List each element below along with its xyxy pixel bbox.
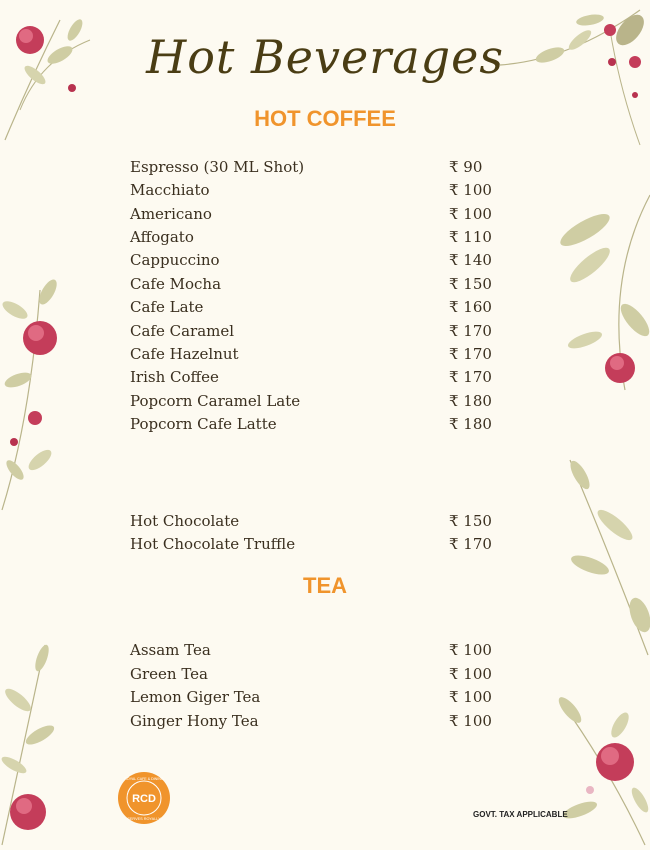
floral-decoration-right-middle (555, 190, 650, 400)
menu-item (130, 228, 510, 250)
item-price: ₹ 100 (449, 688, 492, 706)
menu-item (130, 158, 510, 180)
menu-item (130, 205, 510, 227)
item-name: Cafe Mocha (130, 275, 222, 293)
menu-item (130, 345, 510, 367)
item-name: Macchiato (130, 181, 210, 199)
item-name: Cafe Late (130, 298, 204, 316)
item-name: Cafe Hazelnut (130, 345, 239, 363)
item-name: Lemon Giger Tea (130, 688, 261, 706)
item-name: Hot Chocolate Truffle (130, 535, 296, 553)
item-name: Espresso (30 ML Shot) (130, 158, 305, 176)
item-name: Green Tea (130, 665, 208, 683)
item-price: ₹ 100 (449, 205, 492, 223)
menu-item (130, 322, 510, 344)
page-title: Hot Beverages (146, 30, 504, 84)
menu-item (130, 298, 510, 320)
section-heading-hot-coffee: HOT COFFEE (254, 106, 396, 131)
item-price: ₹ 170 (449, 322, 492, 340)
section-heading-tea: TEA (303, 573, 347, 598)
item-price: ₹ 100 (449, 665, 492, 683)
item-price: ₹ 160 (449, 298, 492, 316)
item-price: ₹ 170 (449, 535, 492, 553)
item-name: Hot Chocolate (130, 512, 240, 530)
item-price: ₹ 180 (449, 415, 492, 433)
logo-ring-top: ROYAL CAFE & DINING (124, 777, 164, 781)
logo-text: RCD (132, 793, 156, 805)
menu-item (130, 251, 510, 273)
tax-note: GOVT. TAX APPLICABLE (473, 810, 568, 819)
item-price: ₹ 100 (449, 181, 492, 199)
item-price: ₹ 180 (449, 392, 492, 410)
item-name: Affogato (130, 228, 194, 246)
item-name: Cappuccino (130, 251, 220, 269)
item-price: ₹ 100 (449, 641, 492, 659)
item-name: Popcorn Caramel Late (130, 392, 301, 410)
menu-item (130, 368, 510, 390)
floral-decoration-left-middle (0, 270, 70, 520)
menu-item (130, 641, 510, 663)
item-name: Assam Tea (130, 641, 211, 659)
menu-item (130, 415, 510, 437)
floral-decoration-bottom-right (550, 690, 650, 850)
item-price: ₹ 170 (449, 345, 492, 363)
floral-decoration-right-lower (560, 455, 650, 665)
logo-ring-bottom: SERVES ROYALLY (127, 817, 161, 821)
item-name: Irish Coffee (130, 368, 219, 386)
item-name: Popcorn Cafe Latte (130, 415, 277, 433)
menu-item (130, 275, 510, 297)
item-name: Cafe Caramel (130, 322, 235, 340)
item-price: ₹ 150 (449, 512, 492, 530)
item-price: ₹ 150 (449, 275, 492, 293)
menu-item (130, 712, 510, 734)
floral-decoration-bottom-left (0, 640, 75, 850)
item-price: ₹ 90 (449, 158, 483, 176)
item-name: Americano (130, 205, 212, 223)
item-price: ₹ 140 (449, 251, 492, 269)
item-price: ₹ 110 (449, 228, 492, 246)
item-price: ₹ 100 (449, 712, 492, 730)
item-price: ₹ 170 (449, 368, 492, 386)
item-name: Ginger Hony Tea (130, 712, 259, 730)
menu-item (130, 181, 510, 203)
rcd-logo (117, 771, 171, 825)
menu-item (130, 535, 510, 557)
menu-item (130, 392, 510, 414)
menu-item (130, 512, 510, 534)
menu-item (130, 665, 510, 687)
menu-item (130, 688, 510, 710)
